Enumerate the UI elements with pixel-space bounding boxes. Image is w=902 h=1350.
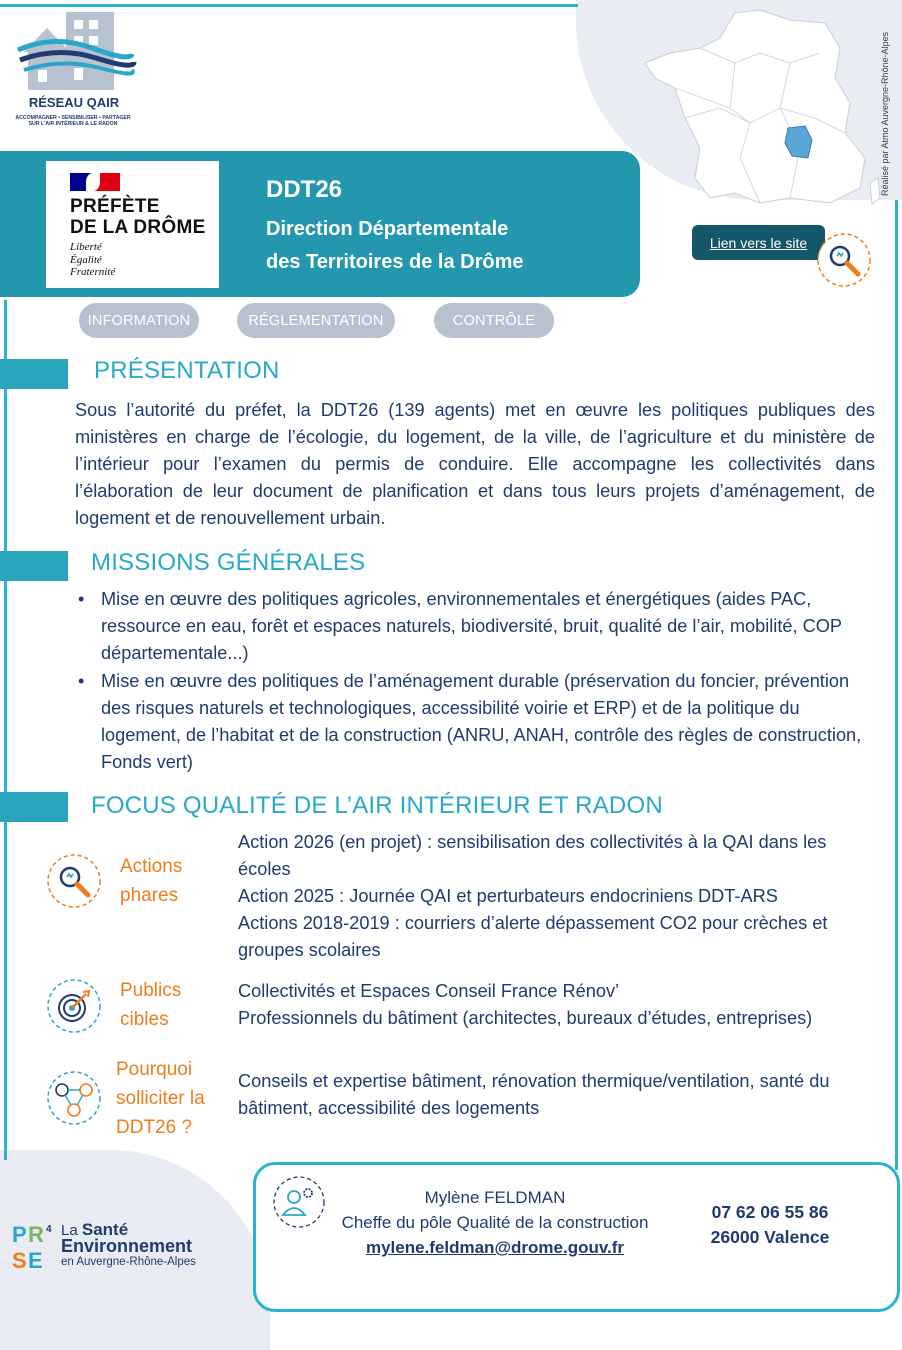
footer-prefix: La <box>61 1222 78 1239</box>
prefecture-line-1: PRÉFÈTE <box>70 196 160 217</box>
contact-role: Cheffe du pôle Qualité de la construction <box>341 1213 649 1232</box>
why-label <box>116 1055 205 1142</box>
motto-egalite: Égalité <box>70 253 102 266</box>
prse4-logo <box>10 1220 58 1272</box>
action-item: Action 2026 (en projet) : sensibilisation des collectivités à la QAI dans les écoles <box>238 832 827 879</box>
contact-name: Mylène FELDMAN <box>424 1188 566 1207</box>
marianne-flag-white <box>86 173 100 191</box>
motto-liberte: Liberté <box>70 241 102 253</box>
website-link-button[interactable]: Lien vers le site <box>692 225 825 260</box>
tagline-line-2: SUR L'AIR INTÉRIEUR & LE RADON <box>28 121 118 127</box>
publics-text <box>238 978 863 1032</box>
presentation-text: Sous l’autorité du préfet, la DDT26 (139 agents) met en œuvre les politiques publiques des ministères en charge de l’écologie, du logement, de la ville, de l’agriculture et du ministère de l’intérieur pour l’examen du permis de conduire. Elle accompagne les collectivités dans l’élaboration de leur document de planification et dans tous leurs projets d’aménagement, de logement et de renouvellement urbain. <box>75 400 875 528</box>
list-item: • Mise en œuvre des politiques de l’aménagement durable (préservation du foncier, prévention des risques naturels et technologiques, accessibilité voirie et ERP) et de la politique du logement, de l’habitat et de la construction (ANRU, ANAH, contrôle des règles de construction, Fonds vert) <box>78 668 883 776</box>
tab-controle[interactable]: CONTRÔLE <box>434 303 554 338</box>
focus-title: FOCUS QUALITÉ DE L’AIR INTÉRIEUR ET RADON <box>91 792 663 819</box>
footer-line-2: Environnement <box>61 1236 193 1256</box>
publics-label <box>120 976 181 1034</box>
section-marker <box>0 551 68 581</box>
prefecture-line-2: DE LA DRÔME <box>70 217 206 238</box>
france-map <box>640 8 880 208</box>
magnifier-icon[interactable] <box>816 232 872 288</box>
reseau-qair-tagline <box>10 115 136 127</box>
publics-label-line-1: Publics <box>120 980 182 1001</box>
action-item: Actions 2018-2019 : courriers d’alerte dépassement CO2 pour crèches et groupes scolaires <box>238 913 828 960</box>
contact-phone-block <box>690 1200 850 1250</box>
organization-acronym: DDT26 <box>266 176 343 203</box>
presentation-title: PRÉSENTATION <box>94 357 280 384</box>
frame-left-border <box>4 300 7 1160</box>
why-label-line-1: Pourquoi <box>116 1059 193 1080</box>
section-marker <box>0 792 68 822</box>
frame-right-border <box>895 200 898 1170</box>
svg-text:S: S <box>12 1248 27 1272</box>
action-item: Action 2025 : Journée QAI et perturbateurs endocriniens DDT-ARS <box>238 886 778 906</box>
tab-reglementation[interactable]: RÉGLEMENTATION <box>237 303 395 338</box>
svg-text:P: P <box>12 1222 27 1247</box>
actions-label <box>120 852 182 910</box>
prefecture-name <box>70 196 215 238</box>
magnifier-icon <box>46 853 102 909</box>
network-people-icon <box>46 1070 102 1126</box>
svg-text:R: R <box>28 1222 44 1247</box>
publics-label-line-2: cibles <box>120 1009 169 1030</box>
credit-text: Réalisé par Atmo Auvergne-Rhône-Alpes <box>880 31 890 196</box>
public-item: Collectivités et Espaces Conseil France Rénov’ <box>238 981 620 1001</box>
tagline-line-1: ACCOMPAGNER • SENSIBILISER • PARTAGER <box>15 115 131 121</box>
public-item: Professionnels du bâtiment (architectes, bureaux d’études, entreprises) <box>238 1008 813 1028</box>
why-text: Conseils et expertise bâtiment, rénovation thermique/ventilation, santé du bâtiment, accessibilité des logements <box>238 1071 830 1118</box>
svg-text:E: E <box>28 1248 43 1272</box>
tab-information[interactable]: INFORMATION <box>79 303 199 338</box>
full-name-line-2: des Territoires de la Drôme <box>266 251 524 273</box>
why-label-line-2: solliciter la <box>116 1088 205 1109</box>
why-label-line-3: DDT26 ? <box>116 1117 193 1138</box>
contact-info <box>315 1185 675 1260</box>
frame-top-border <box>0 4 578 7</box>
prse-number: 4 <box>46 1224 52 1235</box>
list-item: • Mise en œuvre des politiques agricoles, environnementales et énergétiques (aides PAC, ressource en eau, forêt et espaces naturels, biodiversité, bruit, qualité de l’air, mobilité, COP départementale...) <box>78 586 883 667</box>
missions-title: MISSIONS GÉNÉRALES <box>91 549 366 576</box>
section-marker <box>0 359 68 389</box>
footer-sante: Santé <box>81 1220 129 1239</box>
reseau-qair-title: RÉSEAU QAIR <box>28 95 120 110</box>
contact-phone: 07 62 06 55 86 <box>711 1202 829 1222</box>
footer-line-3: en Auvergne-Rhône-Alpes <box>61 1256 196 1268</box>
motto-fraternite: Fraternité <box>70 266 116 278</box>
contact-city: 26000 Valence <box>710 1227 830 1247</box>
actions-label-line-2: phares <box>120 885 179 906</box>
contact-email-link[interactable]: mylene.feldman@drome.gouv.fr <box>365 1238 625 1257</box>
organization-full-name <box>266 213 626 279</box>
target-icon <box>46 978 102 1034</box>
actions-label-line-1: Actions <box>120 856 183 877</box>
prefecture-motto <box>70 241 170 279</box>
actions-text <box>238 829 863 964</box>
missions-list <box>78 586 883 777</box>
full-name-line-1: Direction Départementale <box>266 218 509 240</box>
